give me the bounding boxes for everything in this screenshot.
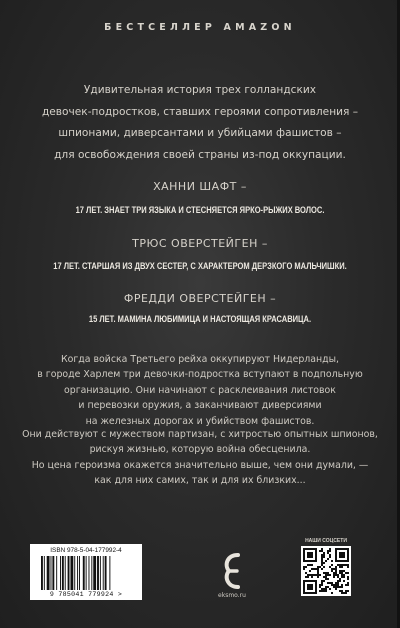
story-paragraph-1	[18, 352, 382, 429]
barcode-label	[30, 544, 142, 600]
character-desc-trus: 17 ЛЕТ. СТАРШАЯ ИЗ ДВУХ СЕСТЕР, С ХАРАКТЕРОМ ДЕРЗКОГО МАЛЬЧИШКИ.	[53, 261, 347, 271]
character-name-trus: ТРЮС ОВЕРСТЕЙГЕН –	[132, 237, 268, 250]
story-line: рискуя жизнью, которую война обесценила.	[89, 444, 311, 456]
intro-line: девочек-подростков, ставших героями сопротивления –	[41, 105, 359, 118]
story-paragraph-2	[10, 427, 390, 489]
social-label: НАШИ СОЦСЕТИ	[305, 538, 347, 544]
isbn-text: ISBN 978-5-04-177992-4	[50, 547, 122, 554]
story-line: Когда войска Третьего рейха оккупируют Нидерланды,	[60, 354, 340, 365]
intro-line: шпионами, диверсантами и убийцами фашистов –	[58, 127, 342, 139]
story-line: как для них самих, так и для их близких...	[94, 475, 306, 487]
character-name-freddie: ФРЕДДИ ОВЕРСТЕЙГЕН –	[123, 292, 277, 305]
intro-text	[20, 80, 380, 166]
qr-code-icon	[301, 546, 351, 596]
barcode-digits: 9 785041 779924 >	[49, 591, 123, 598]
story-line: и перевозки оружия, а заканчивают диверсиями	[78, 400, 322, 412]
intro-line: Удивительная история трех голландских	[83, 84, 317, 96]
story-line: организацию. Они начинают с расклеивания листовок	[64, 384, 336, 396]
publisher-site: eksmo.ru	[218, 592, 246, 599]
intro-line: для освобождения своей страны из-под оккупации.	[54, 148, 346, 161]
qr-code-pattern	[301, 546, 351, 596]
story-line: на железных дорогах и убийством фашистов.	[85, 415, 315, 427]
bestseller-label: БЕСТСЕЛЛЕР AMAZON	[104, 22, 296, 33]
character-desc-freddie: 15 ЛЕТ. МАМИНА ЛЮБИМИЦА И НАСТОЯЩАЯ КРАСАВИЦА.	[88, 314, 312, 324]
barcode-icon	[40, 556, 132, 590]
eksmo-logo-icon	[221, 552, 243, 590]
story-line: Но цена героизма окажется значительно выше, чем они думали, —	[31, 459, 369, 471]
story-line: в городе Харлем три девочки-подростка вступают в подпольную	[37, 369, 363, 381]
character-name-hanni: ХАННИ ШАФТ –	[153, 180, 247, 193]
character-desc-hanni: 17 ЛЕТ. ЗНАЕТ ТРИ ЯЗЫКА И СТЕСНЯЕТСЯ ЯРКО-РЫЖИХ ВОЛОС.	[75, 205, 325, 215]
story-line: Они действуют с мужеством партизан, с хитростью опытных шпионов,	[22, 429, 378, 440]
